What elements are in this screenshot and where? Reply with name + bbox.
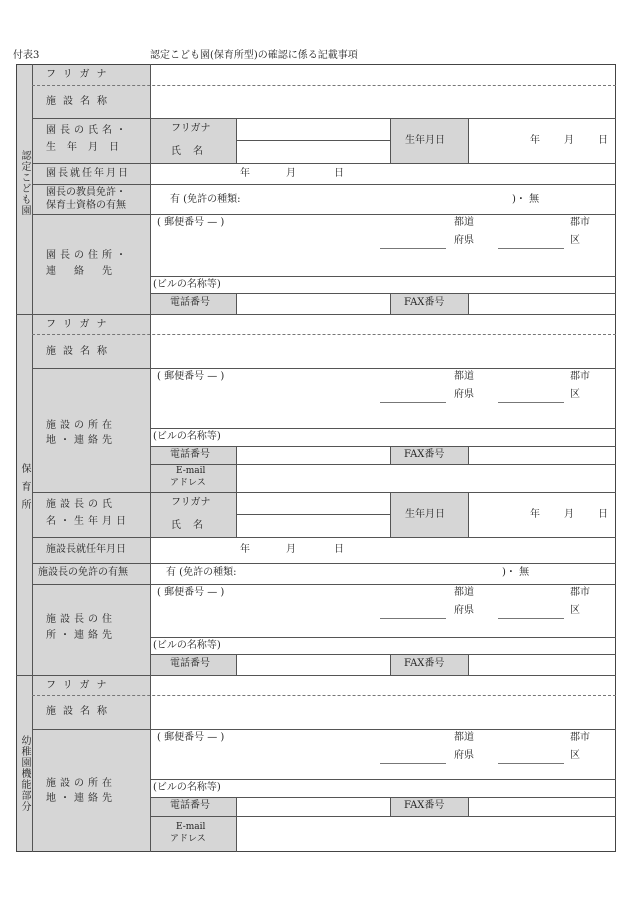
facility-furigana-field[interactable] [151, 65, 615, 85]
director-license-label-l1: 園長の教員免許・ [46, 187, 126, 198]
postal-code-label: ( 郵便番号 — ) [157, 217, 225, 228]
director-furigana-field[interactable] [237, 119, 389, 140]
kindergarten-fax-field[interactable] [469, 798, 615, 816]
year-unit: 年 [530, 135, 540, 146]
head-fax-field[interactable] [469, 655, 615, 675]
phone-label: 電話番号 [170, 297, 210, 308]
director-name-field[interactable] [237, 141, 389, 163]
director-name-label-l2: 生年月日 [46, 142, 130, 153]
nursery-fax-field[interactable] [469, 447, 615, 464]
section-youchien: 幼稚園機能部分 [19, 735, 30, 812]
section-hoikusho: 保育所 [19, 463, 30, 517]
director-address-label-l1: 園長の住所・ [46, 250, 130, 261]
license-yes-text: 有 (免許の種類: [170, 194, 241, 205]
director-appointed-label: 園長就任年月日 [46, 168, 130, 179]
location-label-l1: 施設の所在 [46, 420, 116, 431]
furigana-label: フリガナ [46, 69, 114, 80]
director-address-label-l2: 連絡先 [46, 266, 130, 277]
kindergarten-phone-field[interactable] [237, 798, 389, 816]
license-no-text: )・ 無 [512, 194, 540, 205]
nursery-email-field[interactable] [237, 465, 615, 492]
facility-name-field[interactable] [151, 86, 615, 117]
kindergarten-email-field[interactable] [237, 817, 615, 852]
head-phone-field[interactable] [237, 655, 389, 675]
month-unit: 月 [564, 135, 574, 146]
location-label-l2: 地・連絡先 [46, 435, 116, 446]
nursery-name-field[interactable] [151, 335, 615, 368]
director-fax-field[interactable] [469, 294, 615, 314]
form-title: 認定こども園(保育所型)の確認に係る記載事項 [150, 50, 358, 61]
form-number: 付表3 [13, 50, 40, 61]
director-name-label-l1: 園長の氏名・ [46, 125, 130, 136]
head-name-label-l1: 施設長の氏 [46, 499, 116, 510]
email-label-l1: E-mail [176, 466, 206, 476]
director-license-label-l2: 保育士資格の有無 [46, 200, 126, 211]
head-address-label-l1: 施設長の住 [46, 614, 116, 625]
director-phone-field[interactable] [237, 294, 389, 314]
name-label: 氏名 [171, 146, 215, 157]
furigana-small-label: フリガナ [171, 123, 211, 134]
birthdate-label: 生年月日 [405, 135, 445, 146]
facility-name-label: 施設名称 [46, 96, 114, 107]
head-furigana-field[interactable] [237, 493, 389, 514]
head-name-label-l2: 名・生年月日 [46, 516, 130, 527]
fax-label: FAX番号 [404, 297, 445, 308]
nursery-phone-field[interactable] [237, 447, 389, 464]
kindergarten-name-field[interactable] [151, 696, 615, 729]
building-label: (ビルの名称等) [153, 279, 221, 290]
head-name-field[interactable] [237, 515, 389, 537]
kindergarten-furigana-field[interactable] [151, 676, 615, 695]
head-address-label-l2: 所・連絡先 [46, 630, 116, 641]
nursery-furigana-field[interactable] [151, 315, 615, 334]
section-kodomoen: 認定こども園 [19, 150, 30, 216]
day-unit: 日 [598, 135, 608, 146]
email-label-l2: アドレス [170, 478, 206, 488]
head-appointed-label: 施設長就任年月日 [46, 544, 126, 555]
head-license-label: 施設長の免許の有無 [38, 567, 128, 578]
